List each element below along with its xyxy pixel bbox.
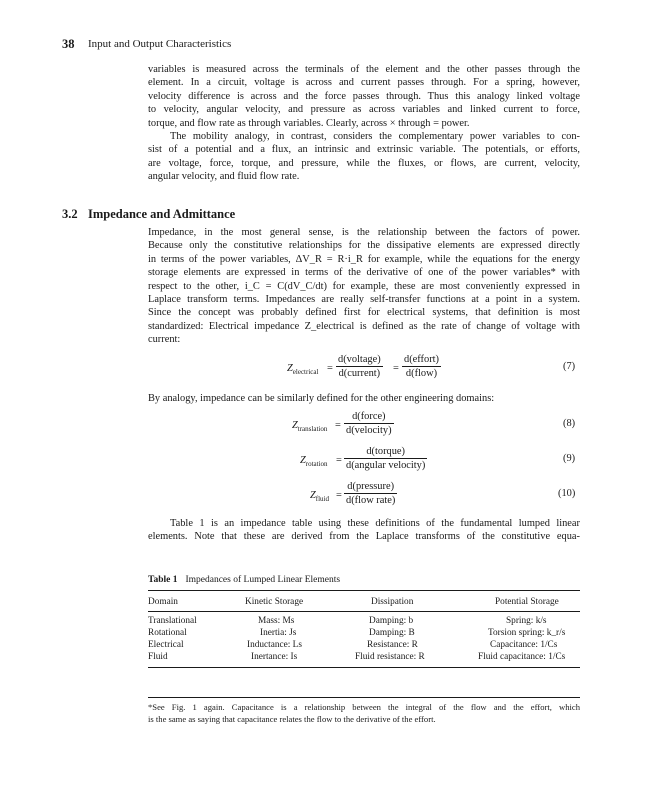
paragraph-across-through: [148, 63, 580, 130]
table-cell: Resistance: R: [367, 640, 418, 650]
section-number: 3.2: [62, 207, 78, 221]
text-line: in terms of the power variables, ΔV_R = R·i_R for example, while the equations for the energy: [148, 253, 580, 265]
table-cell: Fluid: [148, 652, 168, 662]
table-cell: Translational: [148, 616, 197, 626]
text-line: storage elements are expressed in terms of the derivative of one of the power variables* with: [148, 267, 580, 279]
text-line: The mobility analogy, in contrast, considers the complementary power variables to con-: [170, 131, 580, 142]
equation-number: (7): [563, 361, 576, 372]
table-caption: Table 1 Impedances of Lumped Linear Elements: [148, 575, 341, 585]
fraction: d(force) d(velocity): [346, 411, 392, 436]
table-cell: Torsion spring: k_r/s: [488, 628, 566, 638]
equation-lhs: $Z_{rotation}$: [300, 455, 328, 469]
table-header-domain: Domain: [148, 597, 178, 607]
paragraph-table-intro: [148, 517, 580, 544]
text-line: elements. Note that these are derived from the Laplace transforms of the constitutive equa-: [148, 531, 580, 543]
table-bottom-rule: [148, 667, 580, 668]
table-cell: Electrical: [148, 640, 184, 650]
running-title: Input and Output Characteristics: [88, 38, 232, 50]
text-line: standardized: Electrical impedance Z_electrical is defined as the rate of change of voltage with: [148, 320, 580, 332]
section-title: Impedance and Admittance: [88, 207, 236, 221]
text-line: variables is measured across the terminals of the element and the other passes through the: [148, 64, 580, 75]
paragraph-mobility-analogy: [148, 130, 580, 184]
equation-number: (10): [558, 488, 576, 499]
page-number: 38: [62, 37, 75, 51]
equation-number: (9): [563, 453, 576, 464]
table-cell: Inductance: Ls: [247, 640, 302, 650]
fraction: d(torque) d(angular velocity): [346, 446, 426, 471]
table-cell: Fluid resistance: R: [355, 652, 425, 662]
table-header-rule: [148, 611, 580, 612]
footnote-rule: [148, 697, 580, 698]
table-header-kinetic: Kinetic Storage: [245, 597, 304, 607]
fraction: d(voltage) d(current): [338, 354, 381, 379]
equation-lhs: $Z_{translation}$: [292, 420, 328, 434]
equation-lhs: $Z_{fluid}$: [310, 490, 330, 504]
text-line: angular velocity, and fluid flow rate.: [148, 171, 300, 183]
footnote-line: *See Fig. 1 again. Capacitance is a relationship between the integral of the flow and the effort, which: [148, 702, 580, 712]
text-line: Since the concept was probably defined first for electrical systems, that definition is most: [148, 307, 580, 319]
text-line: torque, and flow rate as through variables. Clearly, across × through = power.: [148, 117, 470, 129]
equation-lhs: $Z_{electrical}$: [287, 363, 319, 377]
text-line: Laplace transform terms. Impedances are really self-transfer functions at a point in a system.: [148, 293, 580, 305]
table-cell: Fluid capacitance: 1/Cs: [478, 652, 566, 662]
text-line: By analogy, impedance can be similarly defined for the other engineering domains:: [148, 393, 495, 404]
text-line: velocity difference is across and the force passes through. Thus this analogy linked voltage: [148, 90, 580, 102]
text-line: are voltage, force, torque, and pressure, while the fluxes, or flows, are current, velocity,: [148, 157, 580, 169]
fraction: d(effort) d(flow): [404, 354, 440, 379]
table-header-potential: Potential Storage: [495, 597, 559, 607]
table-cell: Inertance: Is: [251, 652, 298, 662]
text-line: current:: [148, 334, 181, 346]
paragraph-by-analogy: [148, 392, 580, 405]
text-line: Impedance, in the most general sense, is the relationship between the factors of power.: [148, 227, 580, 238]
paragraph-impedance-definition: [148, 226, 580, 347]
table-cell: Inertia: Js: [260, 628, 297, 638]
text-line: Table 1 is an impedance table using these definitions of the fundamental lumped linear: [170, 518, 580, 529]
text-line: element. In a circuit, voltage is across and current passes through. For a spring, however,: [148, 77, 580, 89]
table-header-dissipation: Dissipation: [371, 597, 414, 607]
table-top-rule: [148, 590, 580, 591]
table-cell: Rotational: [148, 628, 187, 638]
fraction: d(pressure) d(flow rate): [346, 481, 396, 506]
text-line: to velocity, angular velocity, and pressure as across variables and linked current to force,: [148, 104, 580, 116]
text-line: Because only the constitutive relationships for the dissipative elements are expressed directly: [148, 240, 580, 252]
table-cell: Spring: k/s: [506, 616, 547, 626]
text-line: sist of a potential and a flux, an intrinsic and extrinsic variable. The potentials, or efforts,: [148, 144, 580, 156]
footnote: [148, 702, 580, 725]
table-cell: Damping: B: [369, 628, 415, 638]
footnote-line: is the same as saying that capacitance relates the flow to the derivative of the effort.: [148, 713, 436, 724]
text-line: respect to the other, i_C = C(dV_C/dt) for example, these are most conveniently expressed in: [148, 280, 580, 292]
table-cell: Mass: Ms: [258, 616, 295, 626]
equation-number: (8): [563, 418, 576, 429]
table-cell: Capacitance: 1/Cs: [490, 640, 558, 650]
table-cell: Damping: b: [369, 616, 414, 626]
